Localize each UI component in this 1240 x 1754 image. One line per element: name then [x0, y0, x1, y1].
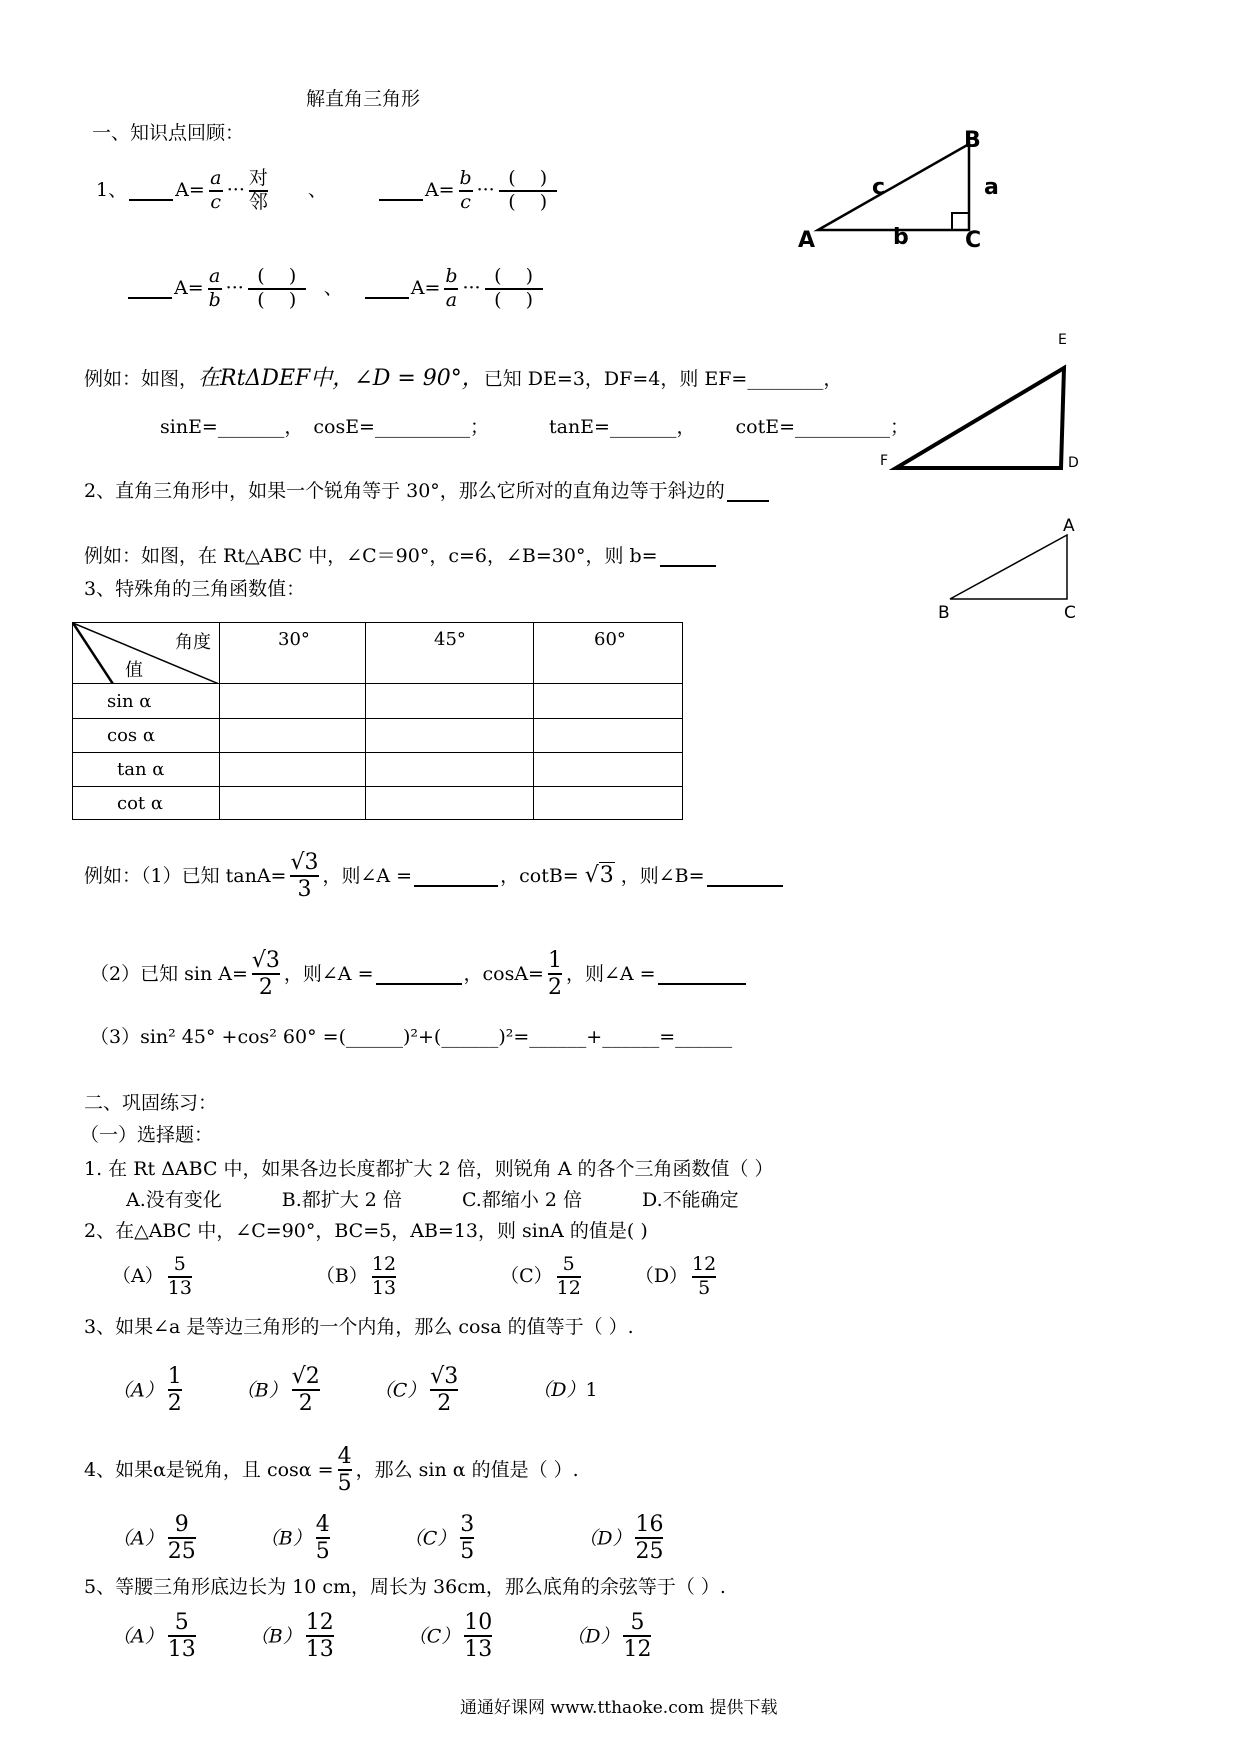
option-b[interactable]: B.都扩大 2 倍 — [281, 1189, 402, 1211]
q4-options — [112, 1512, 667, 1565]
cos-blank: cosE=__________； — [313, 416, 489, 438]
row-label-cot: cot α — [73, 787, 220, 820]
fraction: $\frac{a}{c}$ — [210, 167, 222, 213]
question-5: 5、等腰三角形底边长为 10 cm，周长为 36cm，那么底角的余弦等于（ ）. — [84, 1576, 726, 1598]
a-eq: A= — [424, 179, 455, 202]
label-f: F — [880, 453, 889, 469]
option-a[interactable]: （A） $\frac{1}{2}$ — [112, 1364, 182, 1417]
option-c[interactable]: C.都缩小 2 倍 — [461, 1189, 583, 1211]
question-2: 2、在△ABC 中，∠C=90°，BC=5，AB=13，则 sinA 的值是( ) — [84, 1220, 648, 1242]
fraction: $\frac{b}{c}$ — [459, 167, 472, 213]
cell[interactable] — [534, 753, 683, 787]
label-side-c: c — [872, 175, 886, 200]
option-d[interactable]: （D） $\frac{5}{12}$ — [566, 1610, 652, 1663]
header-45: 45° — [366, 623, 534, 684]
footer: 通通好课网 www.tthaoke.com 提供下载 — [460, 1698, 778, 1718]
question-4 — [84, 1444, 579, 1497]
fraction: $\frac{( )}{( )}$ — [248, 266, 306, 312]
cell[interactable] — [366, 753, 534, 787]
corner-top-label: 角度 — [175, 632, 211, 653]
item-number: 1、 — [96, 179, 128, 202]
option-c[interactable]: （C） $\frac{5}{12}$ — [500, 1253, 581, 1299]
option-a[interactable]: A.没有变化 — [126, 1189, 222, 1211]
dots: ··· — [225, 277, 244, 300]
blank — [660, 546, 716, 567]
fraction: $\frac{a}{b}$ — [208, 265, 221, 311]
dots: ··· — [226, 179, 245, 202]
a-eq: A= — [174, 277, 204, 300]
cell[interactable] — [220, 753, 366, 787]
page-title: 解直角三角形 — [306, 88, 421, 110]
corner-bottom-label: 值 — [125, 660, 143, 681]
label-side-a: a — [984, 175, 999, 200]
example-q1 — [84, 850, 785, 903]
option-b[interactable]: （B） $\frac{12}{13}$ — [315, 1253, 397, 1299]
fraction: $\frac{√3}{2}$ — [251, 948, 280, 1001]
q-text: ，则∠A = — [283, 962, 374, 985]
row-label-tan: tan α — [73, 753, 220, 787]
blank — [414, 866, 498, 887]
a-eq: A= — [410, 277, 441, 300]
fraction: $\frac{( )}{( )}$ — [499, 168, 557, 214]
example-q2 — [90, 948, 748, 1001]
cell[interactable] — [534, 719, 683, 753]
option-b[interactable]: （B） $\frac{4}{5}$ — [259, 1512, 330, 1565]
q-text: 4、如果α是锐角，且 cosα = — [84, 1458, 334, 1481]
q-text: ，则∠B= — [620, 864, 705, 887]
example-1-blanks — [160, 416, 909, 439]
q-text: ，那么 sin α 的值是（ ）. — [355, 1458, 579, 1481]
cell[interactable] — [366, 684, 534, 719]
q2-options — [112, 1254, 720, 1300]
cell[interactable] — [366, 719, 534, 753]
label-b: B — [938, 603, 950, 623]
q-text: （2）已知 sin A= — [90, 962, 248, 985]
option-c[interactable]: （C） $\frac{10}{13}$ — [407, 1610, 493, 1663]
label-a-vertex: A — [798, 228, 816, 253]
question-1: 1. 在 Rt ΔABC 中，如果各边长度都扩大 2 倍，则锐角 A 的各个三角函数值（ ） — [84, 1158, 774, 1180]
dots: ··· — [476, 179, 495, 202]
fraction: $\frac{4}{5}$ — [337, 1444, 352, 1497]
item-2 — [84, 480, 771, 503]
fraction: $\frac{b}{a}$ — [445, 265, 458, 311]
label-c: C — [1064, 603, 1076, 623]
label-e: E — [1058, 332, 1067, 348]
q3-options — [112, 1364, 598, 1417]
example-2 — [84, 545, 718, 568]
sqrt-value: 3 — [599, 863, 614, 889]
blank — [376, 964, 462, 985]
example-1 — [84, 366, 842, 392]
q-text: ，cosA= — [463, 962, 544, 985]
q1-options — [126, 1189, 739, 1212]
option-a[interactable]: （A） $\frac{9}{25}$ — [112, 1512, 196, 1565]
example-2-text: 例如：如图，在 Rt△ABC 中，∠C＝90°，c=6，∠B=30°，则 b= — [84, 545, 658, 567]
q-text: 例如：（1）已知 tanA= — [84, 864, 287, 887]
q-text: ，则∠A = — [322, 864, 413, 887]
cell[interactable] — [220, 787, 366, 820]
example-text: 已知 DE=3，DF=4，则 EF=________， — [483, 367, 843, 390]
option-b[interactable]: （B） $\frac{√2}{2}$ — [235, 1364, 320, 1417]
label-c-vertex: C — [965, 228, 982, 253]
option-d[interactable]: D.不能确定 — [642, 1189, 739, 1211]
label-a: A — [1063, 516, 1075, 536]
dots: ··· — [462, 277, 481, 300]
tan-blank: tanE=_______， — [548, 416, 696, 438]
blank — [727, 481, 769, 502]
label-side-b: b — [893, 225, 909, 250]
fraction: $\frac{\text{对}}{\text{邻}}$ — [248, 167, 268, 213]
option-a[interactable]: （A） $\frac{5}{13}$ — [112, 1253, 192, 1299]
q-text: ，则∠A = — [565, 962, 656, 985]
option-c[interactable]: （C） $\frac{√3}{2}$ — [373, 1364, 459, 1417]
fraction: $\frac{( )}{( )}$ — [485, 266, 543, 312]
header-60: 60° — [534, 623, 683, 684]
item-2-text: 2、直角三角形中，如果一个锐角等于 30°，那么它所对的直角边等于斜边的 — [84, 480, 725, 502]
label-d: D — [1068, 455, 1079, 471]
fraction: $\frac{√3}{3}$ — [290, 850, 319, 903]
q5-options — [112, 1610, 655, 1663]
math-expression: 在RtΔDEF中，∠D = 90°， — [198, 366, 484, 391]
corner-cell — [73, 623, 220, 684]
blank — [658, 964, 746, 985]
question-3: 3、如果∠a 是等边三角形的一个内角，那么 cosa 的值等于（ ）. — [84, 1316, 634, 1338]
example-q3: （3）sin² 45° +cos² 60° =(______)²+(______)²=______+______=______ — [90, 1026, 733, 1048]
example-label: 例如：如图， — [84, 367, 199, 390]
section1-heading: 一、知识点回顾： — [92, 122, 245, 144]
section2-sub: （一）选择题： — [80, 1124, 214, 1146]
q-text: ，cotB= — [500, 864, 579, 887]
cot-blank: cotE=__________； — [735, 416, 909, 438]
cell[interactable] — [366, 787, 534, 820]
item-3: 3、特殊角的三角函数值： — [84, 578, 306, 600]
separator: 、 — [323, 277, 343, 300]
cell[interactable] — [220, 719, 366, 753]
sin-blank: sinE=_______， — [160, 416, 304, 438]
separator: 、 — [307, 179, 327, 202]
header-30: 30° — [220, 623, 366, 684]
option-d[interactable]: （D） $\frac{16}{25}$ — [578, 1512, 664, 1565]
row-label-sin: sin α — [73, 684, 220, 719]
option-a[interactable]: （A） $\frac{5}{13}$ — [112, 1610, 196, 1663]
row-label-cos: cos α — [73, 719, 220, 753]
cell[interactable] — [534, 787, 683, 820]
cell[interactable] — [220, 684, 366, 719]
cell[interactable] — [534, 684, 683, 719]
label-b-vertex: B — [964, 128, 981, 153]
option-d[interactable]: （D） $\frac{12}{5}$ — [634, 1253, 717, 1299]
blank — [707, 866, 783, 887]
option-d[interactable]: （D）1 — [532, 1378, 598, 1401]
trig-table — [72, 622, 683, 820]
section2-heading: 二、巩固练习： — [84, 1092, 218, 1114]
fraction: $\frac{1}{2}$ — [547, 948, 562, 1001]
option-b[interactable]: （B） $\frac{12}{13}$ — [249, 1610, 334, 1663]
option-c[interactable]: （C） $\frac{3}{5}$ — [403, 1512, 475, 1565]
a-eq: A= — [175, 179, 205, 202]
sqrt-expression: √3 — [584, 863, 614, 889]
